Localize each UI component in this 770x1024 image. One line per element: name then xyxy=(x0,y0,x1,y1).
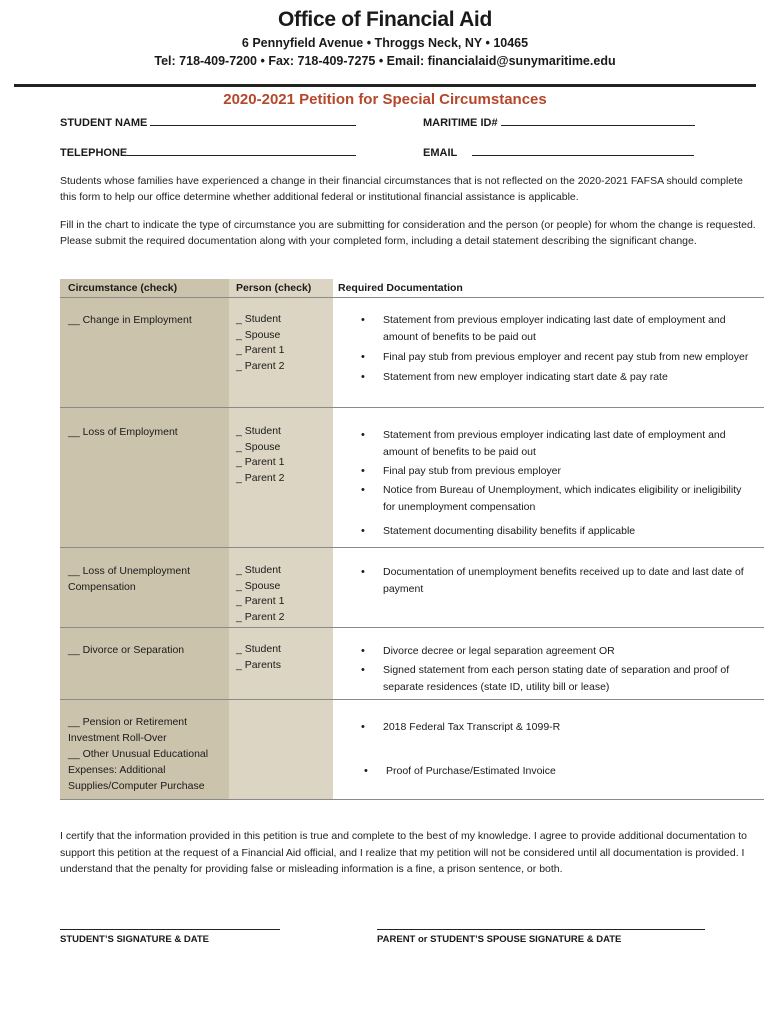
telephone-field[interactable] xyxy=(60,145,356,159)
doc-item: • Final pay stub from previous employer and recent pay stub from new employer xyxy=(356,349,756,366)
doc-item: • Statement from previous employer indicating last date of employment and amount of benefits to be paid out xyxy=(356,312,756,346)
person-options xyxy=(236,563,331,625)
header-circumstance: Circumstance (check) xyxy=(68,282,178,294)
person-option-student[interactable]: _ Student xyxy=(236,313,281,325)
letterhead xyxy=(0,8,770,68)
person-option-parents[interactable]: _ Parents xyxy=(236,658,281,671)
doc-item: • Statement from new employer indicating start date & pay rate xyxy=(356,369,756,386)
certification-statement: I certify that the information provided in this petition is true and complete to the best of my knowledge. I agree to provide additional documentation to support this petition at the request of a Financial Aid official, and I realize that my petition will not be considered until all documentation is provided. I understand that the penalty for providing false or misleading information is a fine, a prison sentence, or both. xyxy=(60,830,747,875)
person-option-spouse[interactable]: _ Spouse xyxy=(236,328,281,341)
form-title: 2020-2021 Petition for Special Circumstances xyxy=(223,91,547,108)
table-header-row xyxy=(60,279,764,297)
student-signature-line[interactable] xyxy=(60,929,280,930)
circumstance-change-in-employment[interactable]: __ Change in Employment xyxy=(68,314,192,326)
circumstance-other-educational-expenses[interactable]: __ Other Unusual Educational Expenses: Additional Supplies/Computer Purchase xyxy=(68,748,209,792)
org-contact: Tel: 718-409-7200 • Fax: 718-409-7275 • Email: financialaid@sunymaritime.edu xyxy=(154,54,616,68)
row-divider xyxy=(60,547,764,548)
person-options xyxy=(236,642,331,673)
row-divider xyxy=(60,297,764,298)
maritime-id-field[interactable] xyxy=(423,115,695,129)
email-label: EMAIL xyxy=(423,147,458,159)
maritime-id-line[interactable] xyxy=(501,115,695,126)
circumstance-loss-of-employment[interactable]: __ Loss of Employment xyxy=(68,426,178,438)
header-divider xyxy=(14,84,756,87)
required-documentation-list xyxy=(359,763,759,780)
row-divider xyxy=(60,407,764,408)
doc-item: • Notice from Bureau of Unemployment, which indicates eligibility or ineligibility for unemployment compensation xyxy=(356,482,756,516)
person-option-parent-2[interactable]: _ Parent 2 xyxy=(236,471,285,484)
person-option-parent-1[interactable]: _ Parent 1 xyxy=(236,456,285,468)
required-documentation-list xyxy=(356,719,756,736)
circumstance-pension-rollover[interactable]: __ Pension or Retirement Investment Roll-Over xyxy=(68,716,188,744)
person-option-parent-2[interactable]: _ Parent 2 xyxy=(236,610,285,623)
doc-item: • 2018 Federal Tax Transcript & 1099-R xyxy=(356,719,756,736)
person-option-student[interactable]: _ Student xyxy=(236,564,281,576)
required-documentation-list xyxy=(356,564,756,598)
doc-item: • Divorce decree or legal separation agreement OR xyxy=(356,643,756,660)
email-line[interactable] xyxy=(472,145,694,156)
email-field[interactable] xyxy=(423,145,694,159)
parent-signature-label: PARENT or STUDENT’S SPOUSE SIGNATURE & DATE xyxy=(377,934,622,945)
person-option-student[interactable]: _ Student xyxy=(236,643,281,655)
required-documentation-list xyxy=(356,312,756,386)
doc-item: • Final pay stub from previous employer xyxy=(356,463,756,480)
intro-paragraph-2: Fill in the chart to indicate the type of circumstance you are submitting for consideration and the person (or people) for whom the change is requested. Please submit the required documentation along with your completed form, including a detail statement describing the significant change. xyxy=(60,219,756,247)
person-option-parent-2[interactable]: _ Parent 2 xyxy=(236,359,285,372)
required-documentation-list xyxy=(356,427,756,540)
person-options xyxy=(236,312,331,374)
row-divider xyxy=(60,627,764,628)
circumstance-table xyxy=(60,279,764,800)
student-name-field[interactable] xyxy=(60,115,356,129)
doc-item: • Statement documenting disability benefits if applicable xyxy=(356,523,756,540)
org-address: 6 Pennyfield Avenue • Throggs Neck, NY • 10465 xyxy=(241,36,529,50)
doc-item: • Documentation of unemployment benefits received up to date and last date of payment xyxy=(356,564,756,598)
org-name: Office of Financial Aid xyxy=(277,8,492,31)
telephone-line[interactable] xyxy=(127,145,356,156)
circumstance-divorce-or-separation[interactable]: __ Divorce or Separation xyxy=(68,644,185,656)
parent-signature-line[interactable] xyxy=(377,929,705,930)
person-option-spouse[interactable]: _ Spouse xyxy=(236,579,281,592)
student-signature-label: STUDENT’S SIGNATURE & DATE xyxy=(60,934,210,945)
telephone-label: TELEPHONE xyxy=(60,147,128,159)
student-name-label: STUDENT NAME xyxy=(60,117,148,129)
circumstance-loss-of-unemployment-compensation[interactable]: __ Loss of Unemployment Compensation xyxy=(68,565,190,593)
header-documentation: Required Documentation xyxy=(338,282,463,294)
doc-item: • Statement from previous employer indicating last date of employment and amount of benefits to be paid out xyxy=(356,427,756,461)
person-option-parent-1[interactable]: _ Parent 1 xyxy=(236,344,285,356)
intro-paragraph-1: Students whose families have experienced a change in their financial circumstances that is not reflected on the 2020-2021 FAFSA should complete this form to help our office determine whether additional federal or institutional financial assistance is applicable. xyxy=(60,175,743,203)
person-option-student[interactable]: _ Student xyxy=(236,425,281,437)
row-divider xyxy=(60,699,764,700)
doc-item: • Proof of Purchase/Estimated Invoice xyxy=(359,763,759,780)
student-name-line[interactable] xyxy=(150,115,356,126)
row-divider xyxy=(60,799,764,800)
header-person: Person (check) xyxy=(236,282,312,294)
person-option-parent-1[interactable]: _ Parent 1 xyxy=(236,595,285,607)
person-options xyxy=(236,424,331,486)
doc-item: • Signed statement from each person stating date of separation and proof of separate residences (state ID, utility bill or lease) xyxy=(356,662,756,696)
maritime-id-label: MARITIME ID# xyxy=(423,117,498,129)
person-option-spouse[interactable]: _ Spouse xyxy=(236,440,281,453)
required-documentation-list xyxy=(356,643,756,696)
